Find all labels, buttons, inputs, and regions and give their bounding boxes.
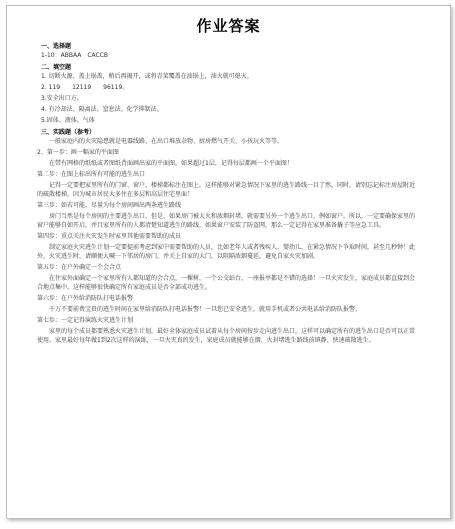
step-6-text: 千万不要前费宝贵的逃生时间在家里给消防队打电话报警！一旦您已安全逃生，就用手机或者公共电话给消防队报警。 (49, 306, 362, 313)
step-4-heading: 第四步：重点关注火灾发生时家里其他需要帮助的成员 (37, 233, 182, 240)
step-2-text: 记得一定要把家里所有的门窗、窗户、楼梯都标注在图上，这样能够对紧急情况下家里的逃生路线一目了然，同时，请别忘记标注房屋附近的疏散楼梯，因为城市居民大多住在多层和高层住宅里面！ (37, 182, 416, 198)
step-4-text: 制定家庭火灾逃生计划一定要提前考虑到家中需要帮助的人员，比如老年人或者残疾人、婴幼儿，在紧急情况下争取时间，甚至几秒钟！此外，火灾逃生时，请顺便大喊一下邻居的房门，并关上自家的大门，以阻隔浓烟蔓延，避免自家火灾加剧。 (37, 244, 416, 260)
fill-item-5: 5.固体、液体、气体 (41, 117, 95, 124)
choice-answers: 1-10：ABBAA CACCB (41, 52, 109, 59)
document-content (7, 6, 450, 518)
practice-paragraph-1: 一般家庭内的火灾隐患就是电器线路、在出口堆放杂物、厨房燃气开关、小孩玩火等等。 (49, 138, 284, 145)
step-6-heading: 第六步：在户外给消防队打电话报警 (37, 295, 134, 302)
step-7-heading: 第七步：一定记得演练火灾逃生计划 (37, 317, 134, 324)
document-page (6, 5, 451, 519)
step-7-text: 家里的每个成员都要熟悉火灾逃生计划，最好全体家庭成员试着从每个房间按步走向逃生出口，这样可以确定所有的逃生出口是否可以正常使用。家里最好每年做1到2次这样的演练，一旦火灾真的发生，家庭成员就能够在烟、火封堵逃生路线前镇静、快速疏散逃生。 (37, 328, 416, 344)
fill-item-2: 2. 119 12119 96119。 (41, 84, 129, 91)
step-3-heading: 第三步：如若可能，尽量为每个房间画出两条逃生路线 (37, 202, 182, 209)
section-fill-heading: 二、填空题 (41, 64, 72, 71)
step-1-text: 在带有网格的纸纸或者图纸背面画出家的平面图，如果超过1层，记得每层都画一个平面图！ (49, 160, 293, 167)
fill-item-1: 1. 切断火源、盖上锅盖，稍后再揭开，或将青菜覆盖在油锅上，油火就可熄灭。 (41, 73, 253, 80)
section-choice-heading: 一、选择题 (41, 43, 72, 50)
step-5-heading: 第五步：在户外确定一个会合点 (37, 264, 122, 271)
step-3-text: 房门当然是每个房间的主要逃生出口，但是，如果房门被大火和浓烟封堵，就需要另外一个逃生出口，例如窗户。所以，一定要确保家里的窗户能够自如开启，并且家里所有的人都清楚知道逃生的路线，如果窗户安装了防盗网，那么一定记得在家里准备撬子等应急工具。 (37, 213, 416, 229)
step-1-heading: 2、第一步：画一幅家的平面图 (37, 149, 119, 156)
step-2-heading: 第二步：在图上标出所有可能的逃生出口 (37, 171, 146, 178)
fill-item-3: 3.安全出口方。 (41, 95, 83, 102)
page-title: 作业答案 (196, 17, 261, 35)
section-practice-heading: 三、实践题（参考） (41, 129, 96, 136)
step-5-text: 在住家外面确定一个家里所有人都知道的会合点，一棵树，一个公交站台、一座报亭都是不错的选择！一旦火灾发生，家庭成员都直接到会合地点集中，这样能够很快确定所有家庭成员是否全部成功逃生。 (37, 275, 416, 291)
fill-item-4: 4. 有冷却法、隔离法、窒息法、化学抑制法。 (41, 106, 163, 113)
